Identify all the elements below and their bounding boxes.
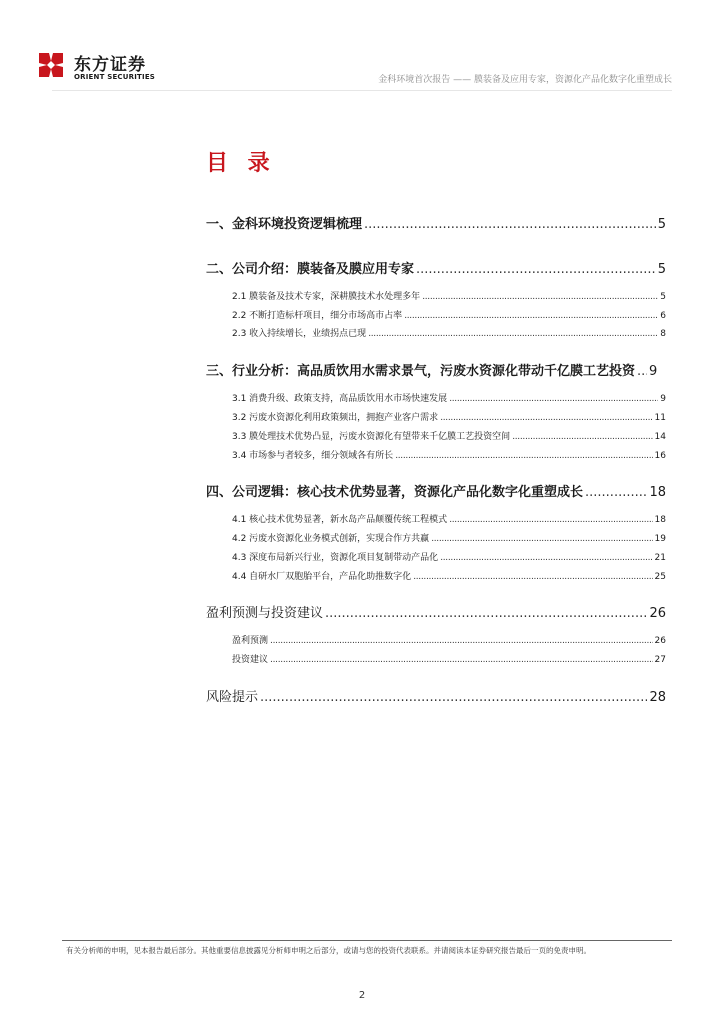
toc-entry-text: 一、金科环境投资逻辑梳理 [206,217,363,232]
toc-entry-text: 风险提示 [206,690,259,705]
toc-leader-dots [270,636,653,646]
toc-entry[interactable] [232,391,666,404]
report-header-title: 金科环境首次报告 —— 膜装备及应用专家，资源化产品化数字化重塑成长 [378,75,672,85]
toc-entry-page: 28 [649,690,666,705]
toc-entry-text: 2.1 膜装备及技术专家，深耕膜技术水处理多年 [232,292,421,302]
toc-leader-dots [440,413,652,423]
toc-leader-dots [404,311,658,321]
toc-entry[interactable] [232,633,666,646]
toc-leader-dots [637,364,647,379]
toc-entry-text: 2.3 收入持续增长，业绩拐点已现 [232,329,367,339]
toc-leader-dots [422,292,658,302]
toc-entry-text: 2.2 不断打造标杆项目，细分市场高市占率 [232,311,403,321]
toc-entry[interactable] [232,448,666,461]
toc-entry[interactable] [232,652,666,665]
toc-leader-dots [260,690,647,705]
toc-entry-page: 9 [660,394,666,404]
toc-leader-dots [364,217,656,232]
toc-leader-dots [449,515,652,525]
toc-entry-page: 9 [649,364,658,379]
toc-entry-page: 16 [654,451,666,461]
toc-entry-page: 27 [654,655,666,665]
toc-leader-dots [416,262,656,277]
toc-entry-text: 3.2 污废水资源化利用政策频出，拥抱产业客户需求 [232,413,439,423]
toc-entry-text: 三、行业分析：高品质饮用水需求景气，污废水资源化带动千亿膜工艺投资 [206,364,636,379]
toc-entry-page: 26 [649,606,666,621]
toc-entry-text: 3.3 膜处理技术优势凸显，污废水资源化有望带来千亿膜工艺投资空间 [232,432,511,442]
toc-entry-text: 二、公司介绍：膜装备及膜应用专家 [206,262,415,277]
brand-logo [36,50,154,86]
toc-leader-dots [395,451,652,461]
toc-entry-page: 21 [654,553,666,563]
toc-leader-dots [325,606,647,621]
toc-leader-dots [440,553,652,563]
toc-title: 目 录 [206,151,276,176]
toc-entry-page: 26 [654,636,666,646]
toc-entry-text: 4.2 污废水资源化业务模式创新，实现合作方共赢 [232,534,430,544]
toc-entry-page: 6 [660,311,666,321]
toc-entry-text: 3.1 消费升级、政策支持，高品质饮用水市场快速发展 [232,394,448,404]
toc-entry-text: 盈利预测 [232,636,269,646]
toc-leader-dots [368,329,658,339]
toc-leader-dots [512,432,652,442]
toc-leader-dots [270,655,653,665]
brand-name-en: ORIENT SECURITIES [74,73,156,81]
toc-entry[interactable] [206,360,666,379]
toc-entry[interactable] [232,289,666,302]
toc-entry-text: 盈利预测与投资建议 [206,606,324,621]
toc-entry[interactable] [206,686,666,705]
toc-leader-dots [449,394,658,404]
toc-entry-text: 4.1 核心技术优势显著，新水岛产品颠覆传统工程模式 [232,515,448,525]
toc-entry-text: 3.4 市场参与者较多，细分领域各有所长 [232,451,394,461]
toc-entry-page: 11 [654,413,666,423]
toc-entry[interactable] [232,326,666,339]
toc-leader-dots [431,534,652,544]
toc-entry-page: 18 [654,515,666,525]
toc-entry-page: 8 [660,329,666,339]
toc-entry-page: 5 [657,217,666,232]
toc-entry[interactable] [232,569,666,582]
header-divider [52,90,672,91]
toc-entry[interactable] [206,213,666,232]
toc-entry-text: 4.3 深度布局新兴行业，资源化项目复制带动产品化 [232,553,439,563]
footer-disclaimer: 有关分析师的申明，见本报告最后部分。其他重要信息披露见分析师申明之后部分，或请与您的投资代表联系。并请阅读本证券研究报告最后一页的免责申明。 [66,946,591,955]
toc-entry-page: 5 [657,262,666,277]
page-number: 2 [358,990,366,1001]
toc-entry[interactable] [206,602,666,621]
toc-leader-dots [413,572,652,582]
toc-entry[interactable] [232,429,666,442]
toc-entry[interactable] [232,308,666,321]
toc-entry-page: 18 [649,485,666,500]
toc-entry[interactable] [232,531,666,544]
orient-securities-logo-icon [36,50,66,80]
toc-entry[interactable] [232,512,666,525]
toc-entry-text: 4.4 自研水厂双胞胎平台，产品化助推数字化 [232,572,412,582]
toc-entry-text: 四、公司逻辑：核心技术优势显著，资源化产品化数字化重塑成长 [206,485,584,500]
toc-entry-page: 19 [654,534,666,544]
footer-divider [62,940,672,941]
toc-entry-page: 25 [654,572,666,582]
toc-entry[interactable] [232,410,666,423]
toc-entry-page: 5 [660,292,666,302]
toc-entry[interactable] [206,481,666,500]
toc-entry-text: 投资建议 [232,655,269,665]
brand-name-cn: 东方证券 [74,55,146,75]
toc-entry[interactable] [206,258,666,277]
toc-entry[interactable] [232,550,666,563]
toc-entry-page: 14 [654,432,666,442]
toc-leader-dots [585,485,647,500]
